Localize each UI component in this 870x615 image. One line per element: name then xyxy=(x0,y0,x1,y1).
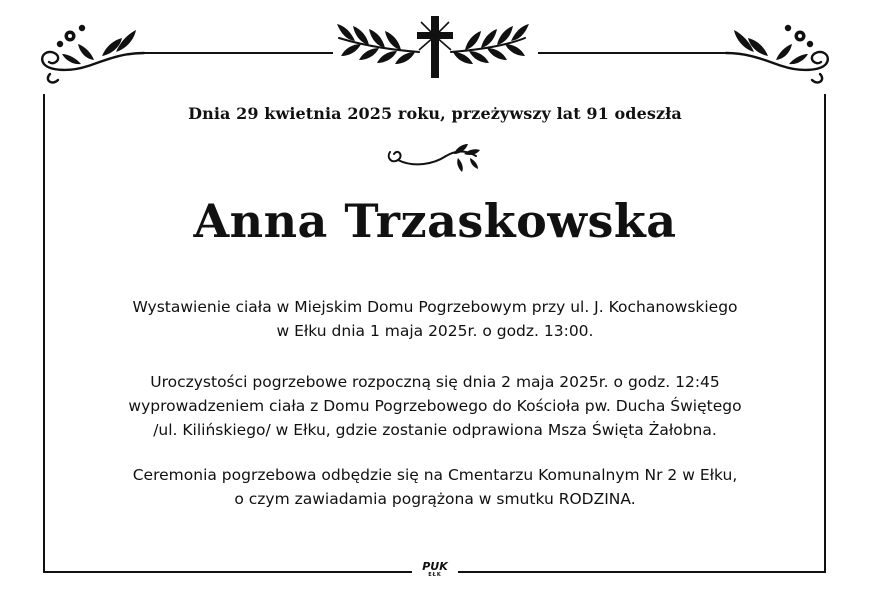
cemetery-line: Ceremonia pogrzebowa odbędzie się na Cmentarzu Komunalnym Nr 2 w Ełku, xyxy=(132,466,738,484)
viewing-line: w Ełku dnia 1 maja 2025r. o godz. 13:00. xyxy=(276,322,594,340)
deceased-name: Anna Trzaskowska xyxy=(193,194,677,248)
corner-flourish-right-icon xyxy=(722,16,834,86)
corner-flourish-left-icon xyxy=(36,16,148,86)
ceremony-line: Uroczystości pogrzebowe rozpoczną się dnia 2 maja 2025r. o godz. 12:45 xyxy=(150,373,720,391)
leaf-swirl-divider-icon xyxy=(384,142,488,172)
death-announcement-headline: Dnia 29 kwietnia 2025 roku, przeżywszy lat 91 odeszła xyxy=(188,104,682,123)
ceremony-line: wyprowadzeniem ciała z Domu Pogrzebowego do Kościoła pw. Ducha Świętego xyxy=(128,397,742,415)
logo-main-text: PUK xyxy=(422,560,448,573)
cemetery-paragraph xyxy=(40,463,830,511)
frame-top-left-line xyxy=(143,52,333,54)
cemetery-line: o czym zawiadamia pogrążona w smutku RODZINA. xyxy=(234,490,636,508)
viewing-paragraph xyxy=(40,295,830,343)
frame-top-right-line xyxy=(538,52,728,54)
viewing-line: Wystawienie ciała w Miejskim Domu Pogrzebowym przy ul. J. Kochanowskiego xyxy=(132,298,738,316)
cross-with-laurel-icon xyxy=(335,12,535,82)
puk-logo xyxy=(405,562,465,578)
ceremony-paragraph xyxy=(40,370,830,442)
logo-sub-text: EŁK xyxy=(428,572,442,578)
frame-bottom-right-line xyxy=(458,571,826,573)
ceremony-line: /ul. Kilińskiego/ w Ełku, gdzie zostanie odprawiona Msza Święta Żałobna. xyxy=(153,421,717,439)
frame-bottom-left-line xyxy=(43,571,412,573)
